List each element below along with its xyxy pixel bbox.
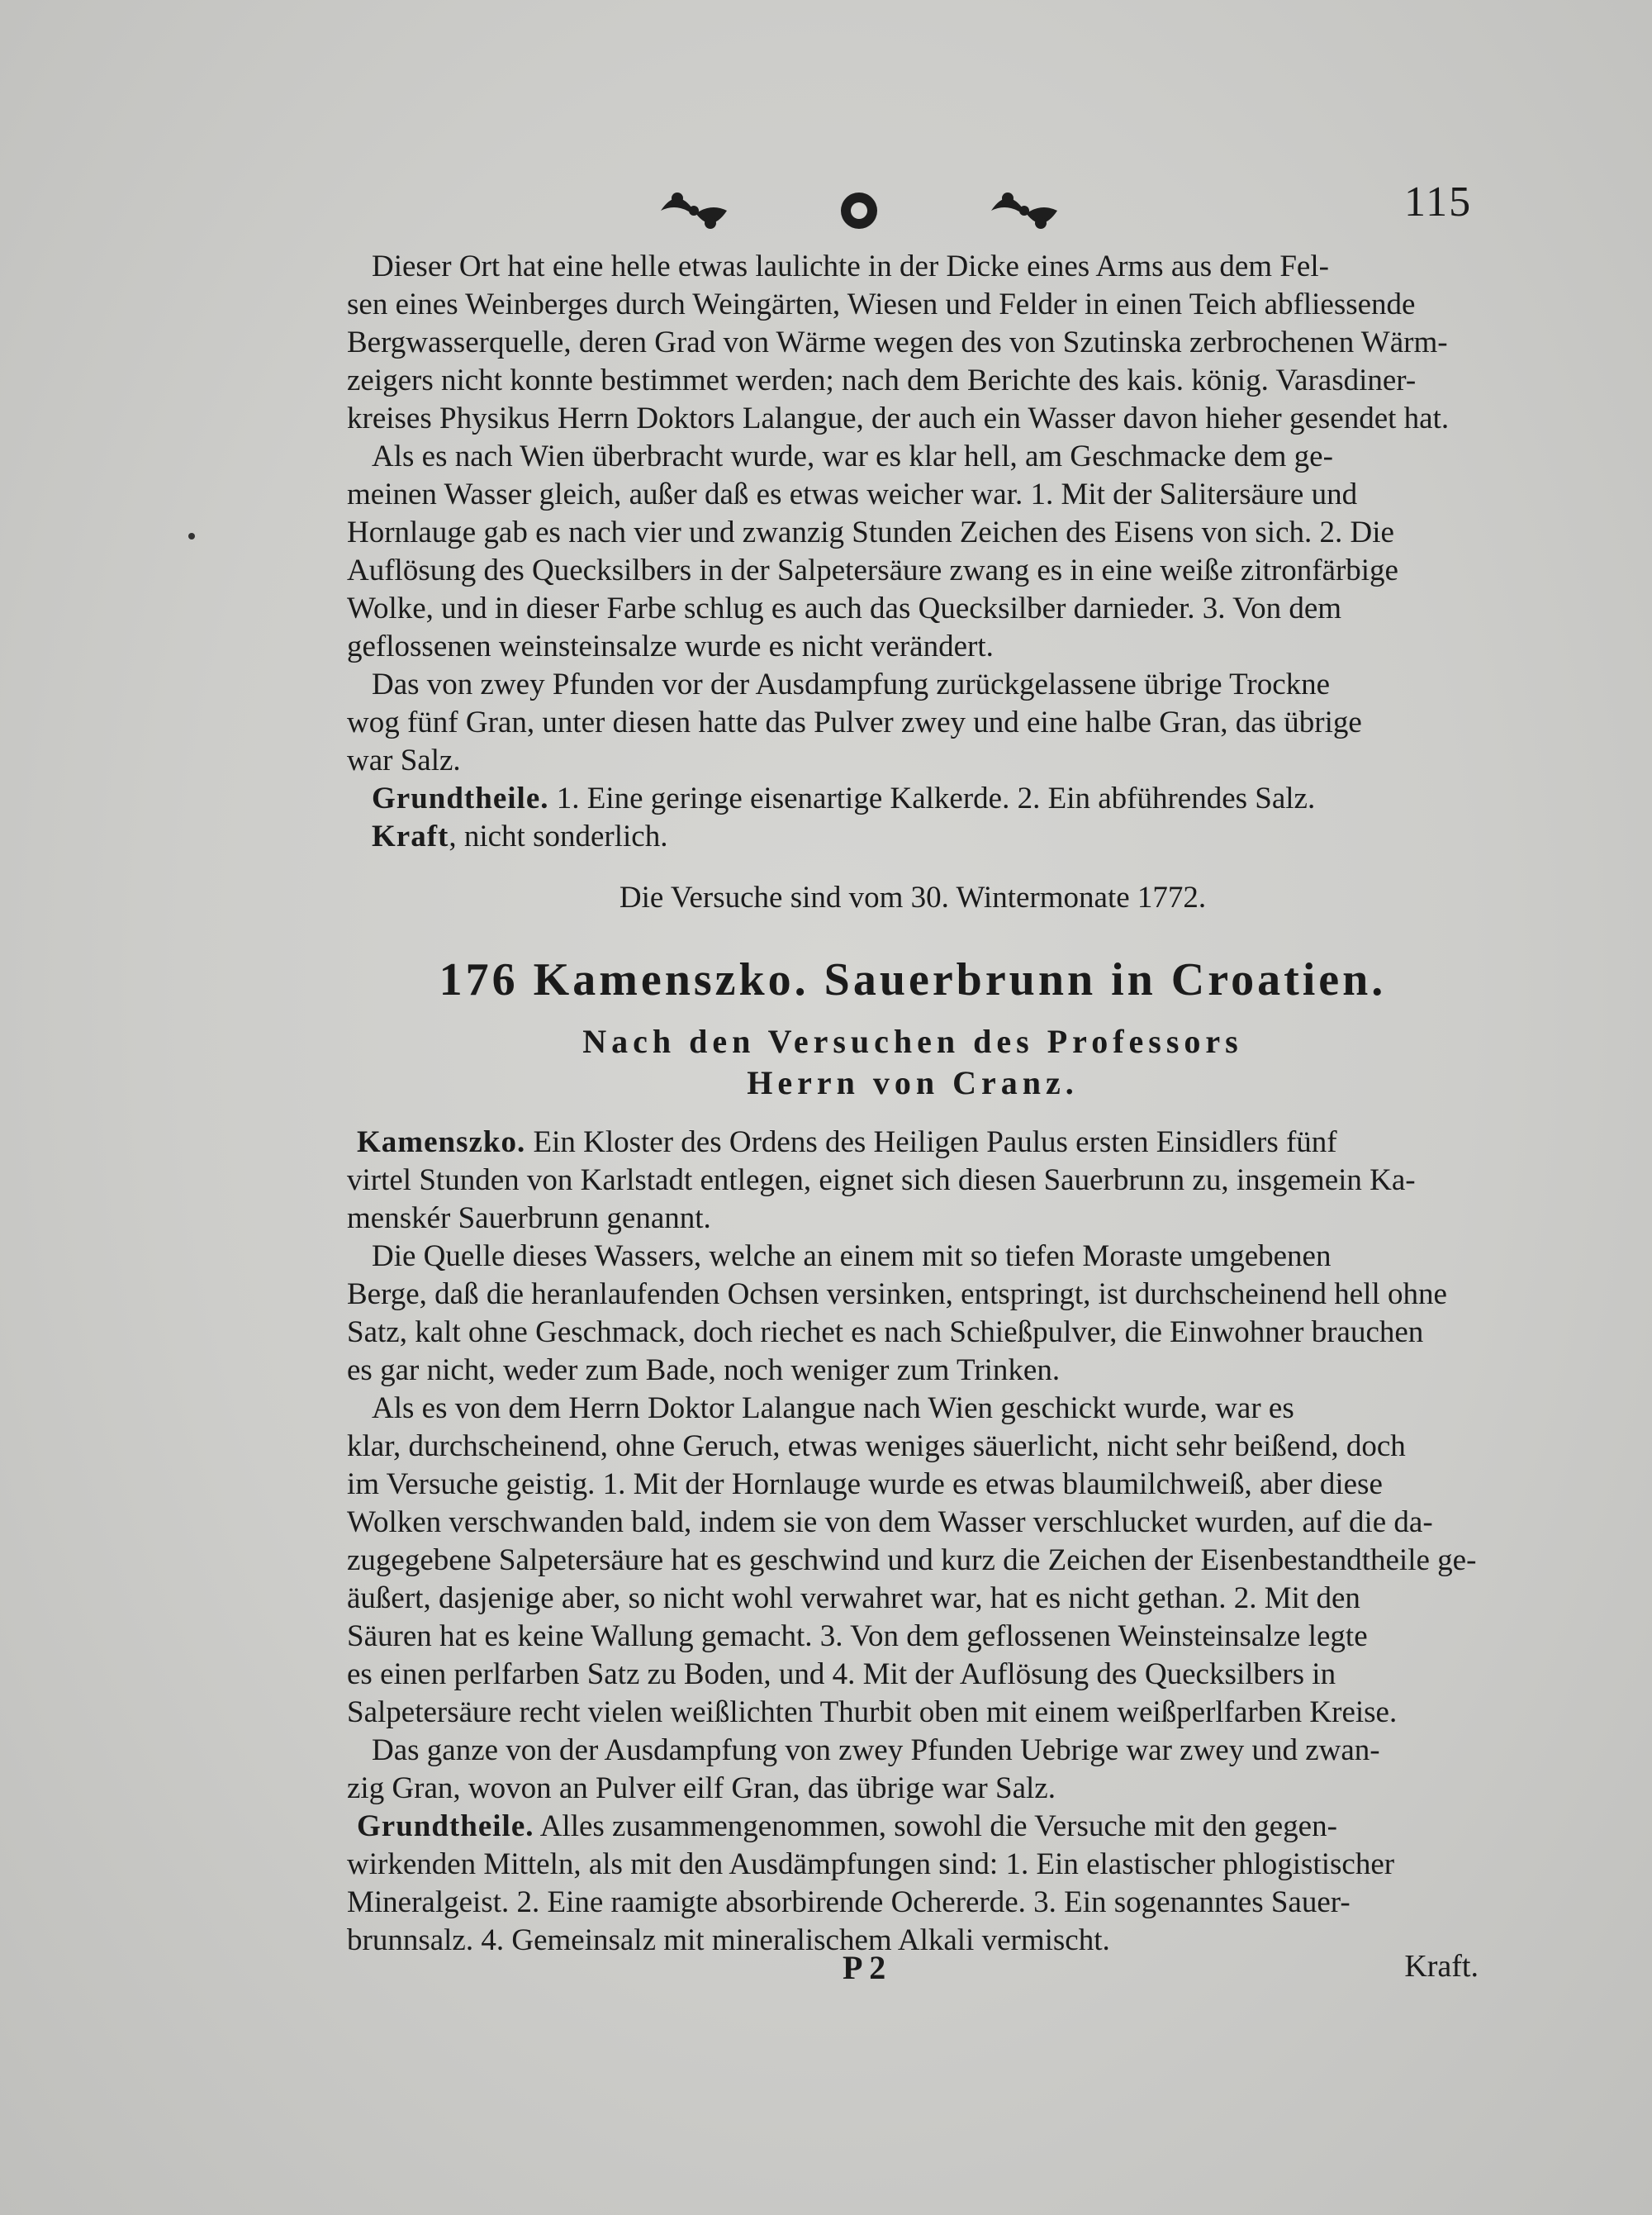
catchword: Kraft.	[1404, 1949, 1479, 1984]
grundtheile-line: Grundtheile. 1. Eine geringe eisenartige Kalkerde. 2. Ein abführendes Salz.	[372, 782, 1316, 815]
grundtheile-line: Grundtheile. Alles zusammengenommen, sowohl die Versuche mit den gegen- wirkenden Mitteln, als mit den Ausdämpfungen sind: 1. Ein elastischer phlogistischer Mineralgeist. 2. Eine raamigte absorbirende Ochererde. 3. Ein sogenanntes Sauer- brunnsalz. 4. Gemeinsalz mit mineralischem Alkali vermischt.	[347, 1809, 1395, 1957]
kraft-label: Kraft	[372, 820, 449, 853]
paragraph: Die Quelle dieses Wassers, welche an einem mit so tiefen Moraste umgebenen Berge, daß die heranlaufenden Ochsen versinken, entspringt, ist durchscheinend hell ohne Satz, kalt ohne Geschmack, doch riechet es nach Schießpulver, die Einwohner brauchen es gar nicht, weder zum Bade, noch weniger zum Trinken.	[347, 1239, 1447, 1387]
section-title: 176 Kamenszko. Sauerbrunn in Croatien.	[439, 954, 1387, 1005]
grundtheile-label: Grundtheile.	[372, 782, 549, 815]
fleuron-ornament	[644, 178, 1074, 244]
paragraph: Als es von dem Herrn Doktor Lalangue nach Wien geschickt wurde, war es klar, durchscheinend, ohne Geruch, etwas weniges säuerlicht, nicht sehr beißend, doch im Versuche geistig. 1. Mit der Hornlauge wurde es etwas blaumilchweiß, aber diese Wolken verschwanden bald, indem sie von dem Wasser verschlucket wurden, auf die da- zugegebene Salpetersäure hat es geschwind und kurz die Zeichen der Eisenbestandtheile ge- äußert, dasjenige aber, so nicht wohl verwahret war, hat es nicht gethan. 2. Mit den Säuren hat es keine Wallung gemacht. 3. Von dem geflossenen Weinsteinsalze legte es einen perlfarben Satz zu Boden, und 4. Mit der Auflösung des Quecksilbers in Salpetersäure recht vielen weißlichten Thurbit oben mit einem weißperlfarben Kreise.	[347, 1391, 1477, 1729]
paragraph: Als es nach Wien überbracht wurde, war es klar hell, am Geschmacke dem ge- meinen Wasser gleich, außer daß es etwas weicher war. 1. Mit der Salitersäure und Hornlauge gab es nach vier und zwanzig Stunden Zeichen des Eisens von sich. 2. Die Auflösung des Quecksilbers in der Salpetersäure zwang es in eine weiße zitronfärbige Wolke, und in dieser Farbe schlug es auch das Quecksilber darnieder. 3. Von dem geflossenen weinsteinsalze wurde es nicht verändert.	[347, 440, 1398, 663]
paragraph: Dieser Ort hat eine helle etwas laulichte in der Dicke eines Arms aus dem Fel- sen eines Weinberges durch Weingärten, Wiesen und Felder in einen Teich abfliessende Bergwasserquelle, deren Grad von Wärme wegen des von Szutinska zerbrochenen Wärm- zeigers nicht konnte bestimmet werden; nach dem Berichte des kais. könig. Varasdiner- kreises Physikus Herrn Doktors Lalangue, der auch ein Wasser davon hieher gesendet hat.	[347, 250, 1450, 435]
grundtheile-label: Grundtheile.	[357, 1809, 534, 1843]
paragraph: Das von zwey Pfunden vor der Ausdampfung zurückgelassene übrige Trockne wog fünf Gran, unter diesen hatte das Pulver zwey und eine halbe Gran, das übrige war Salz.	[347, 668, 1362, 777]
margin-mark	[188, 533, 195, 539]
signature-mark: P 2	[843, 1949, 886, 1986]
paragraph: Kamenszko. Ein Kloster des Ordens des Heiligen Paulus ersten Einsidlers fünf virtel Stunden von Karlstadt entlegen, eignet sich diesen Sauerbrunn zu, insgemein Ka- menskér Sauerbrunn genannt.	[347, 1125, 1416, 1235]
page-footer	[347, 1948, 1479, 1998]
page-number: 115	[1404, 178, 1473, 226]
date-line: Die Versuche sind vom 30. Wintermonate 1772.	[619, 881, 1207, 915]
section-subtitle: Nach den Versuchen des Professors	[582, 1023, 1243, 1060]
kraft-line: Kraft, nicht sonderlich.	[372, 820, 668, 853]
place-label: Kamenszko.	[357, 1125, 526, 1159]
main-text	[347, 248, 1479, 1960]
paragraph: Das ganze von der Ausdampfung von zwey Pfunden Uebrige war zwey und zwan- zig Gran, wovon an Pulver eilf Gran, das übrige war Salz.	[347, 1733, 1380, 1805]
section-subtitle: Herrn von Cranz.	[747, 1064, 1079, 1101]
